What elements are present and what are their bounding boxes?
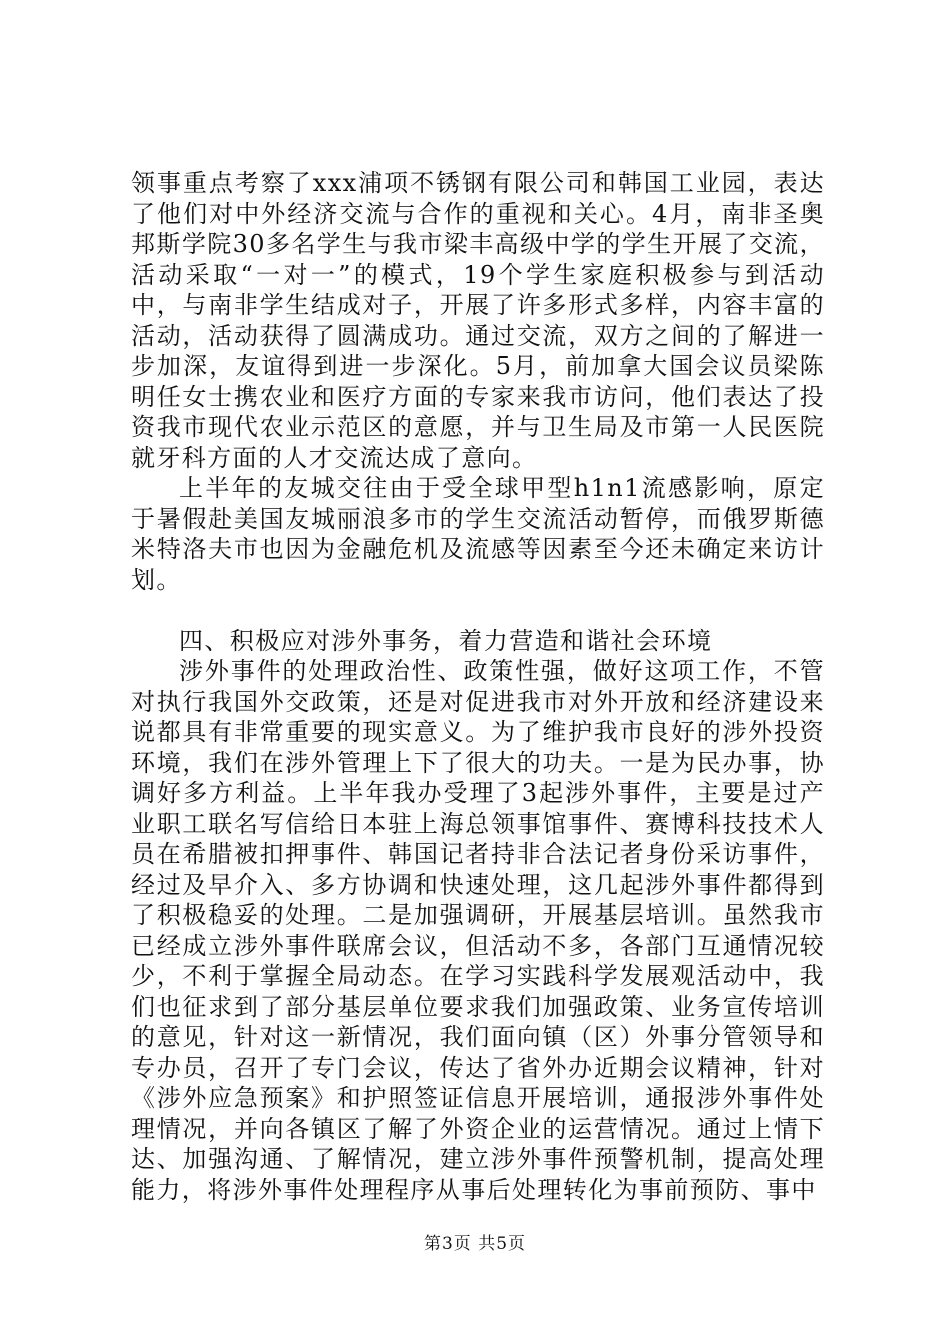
document-body bbox=[131, 168, 825, 1205]
paragraph-sister-city-exchange: 上半年的友城交往由于受全球甲型h1n1流感影响，原定于暑假赴美国友城丽浪多市的学生交流活动暂停，而俄罗斯德米特洛夫市也因为金融危机及流感等因素至今还未确定来访计划。 bbox=[131, 474, 825, 594]
paragraph-foreign-affairs: 涉外事件的处理政治性、政策性强，做好这项工作，不管对执行我国外交政策，还是对促进我市对外开放和经济建设来说都具有非常重要的现实意义。为了维护我市良好的涉外投资环境，我们在涉外管理上下了很大的功夫。一是为民办事，协调好多方利益。上半年我办受理了3起涉外事件，主要是过产业职工联名写信给日本驻上海总领事馆事件、赛博科技技术人员在希腊被扣押事件、韩国记者持非合法记者身份采访事件，经过及早介入、多方协调和快速处理，这几起涉外事件都得到了积极稳妥的处理。二是加强调研，开展基层培训。虽然我市已经成立涉外事件联席会议，但活动不多，各部门互通情况较少，不利于掌握全局动态。在学习实践科学发展观活动中，我们也征求到了部分基层单位要求我们加强政策、业务宣传培训的意见，针对这一新情况，我们面向镇（区）外事分管领导和专办员，召开了专门会议，传达了省外办近期会议精神，针对《涉外应急预案》和护照签证信息开展培训，通报涉外事件处理情况，并向各镇区了解了外资企业的运营情况。通过上情下达、加强沟通、了解情况，建立涉外事件预警机制，提高处理能力，将涉外事件处理程序从事后处理转化为事前预防、事中 bbox=[131, 657, 825, 1204]
page-footer: 第3页 共5页 bbox=[423, 1234, 527, 1254]
paragraph-consular-visits: 领事重点考察了xxx浦项不锈钢有限公司和韩国工业园，表达了他们对中外经济交流与合作的重视和关心。4月，南非圣奥邦斯学院30多名学生与我市梁丰高级中学的学生开展了交流，活动采取“一对一”的模式，19个学生家庭积极参与到活动中，与南非学生结成对子，开展了许多形式多样，内容丰富的活动，活动获得了圆满成功。通过交流，双方之间的了解进一步加深，友谊得到进一步深化。5月，前加拿大国会议员梁陈明任女士携农业和医疗方面的专家来我市访问，他们表达了投资我市现代农业示范区的意愿，并与卫生局及市第一人民医院就牙科方面的人才交流达成了意向。 bbox=[131, 169, 825, 472]
section-heading: 四、积极应对涉外事务，着力营造和谐社会环境 bbox=[179, 626, 713, 655]
paragraph-spacer bbox=[131, 595, 825, 626]
